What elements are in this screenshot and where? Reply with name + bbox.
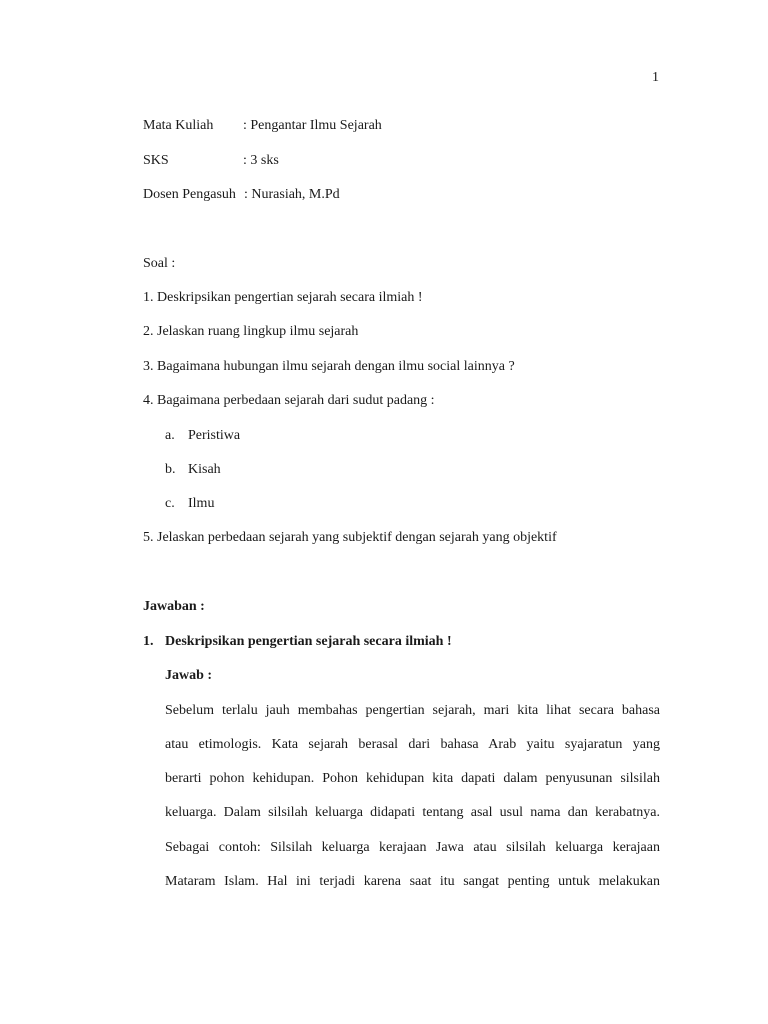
question-3: 3. Bagaimana hubungan ilmu sejarah dengan ilmu social lainnya ? (143, 359, 515, 374)
paragraph-line: Mataram Islam. Hal ini terjadi karena saat itu sangat penting untuk melakukan (165, 874, 660, 889)
question-2: 2. Jelaskan ruang lingkup ilmu sejarah (143, 324, 359, 339)
paragraph-line: keluarga. Dalam silsilah keluarga didapati tentang asal usul nama dan kerabatnya. (165, 805, 660, 820)
answers-heading: Jawaban : (143, 599, 205, 614)
paragraph-line: Sebagai contoh: Silsilah keluarga kerajaan Jawa atau silsilah keluarga kerajaan (165, 840, 660, 855)
option-marker: b. (165, 462, 176, 477)
paragraph-line: berarti pohon kehidupan. Pohon kehidupan kita dapati dalam penyusunan silsilah (165, 771, 660, 786)
jawab-label: Jawab : (165, 668, 213, 683)
paragraph-line: Sebelum terlalu jauh membahas pengertian sejarah, mari kita lihat secara bahasa (165, 703, 660, 718)
option-marker: a. (165, 428, 175, 443)
paragraph-line: atau etimologis. Kata sejarah berasal dari bahasa Arab yaitu syajaratun yang (165, 737, 660, 752)
answer-1-number: 1. (143, 634, 154, 649)
option-text: Kisah (188, 462, 221, 477)
course-value: : Pengantar Ilmu Sejarah (243, 118, 382, 133)
credits-value: : 3 sks (243, 153, 279, 168)
option-text: Ilmu (188, 496, 215, 511)
question-4: 4. Bagaimana perbedaan sejarah dari sudut padang : (143, 393, 435, 408)
questions-heading: Soal : (143, 256, 176, 271)
course-label: Mata Kuliah (143, 118, 214, 133)
option-marker: c. (165, 496, 175, 511)
credits-label: SKS (143, 153, 169, 168)
page-number: 1 (652, 70, 659, 85)
lecturer-label: Dosen Pengasuh (143, 187, 236, 202)
question-5: 5. Jelaskan perbedaan sejarah yang subjektif dengan sejarah yang objektif (143, 530, 557, 545)
lecturer-value: : Nurasiah, M.Pd (244, 187, 340, 202)
question-1: 1. Deskripsikan pengertian sejarah secara ilmiah ! (143, 290, 423, 305)
answer-1-title: Deskripsikan pengertian sejarah secara ilmiah ! (165, 634, 452, 649)
option-text: Peristiwa (188, 428, 241, 443)
